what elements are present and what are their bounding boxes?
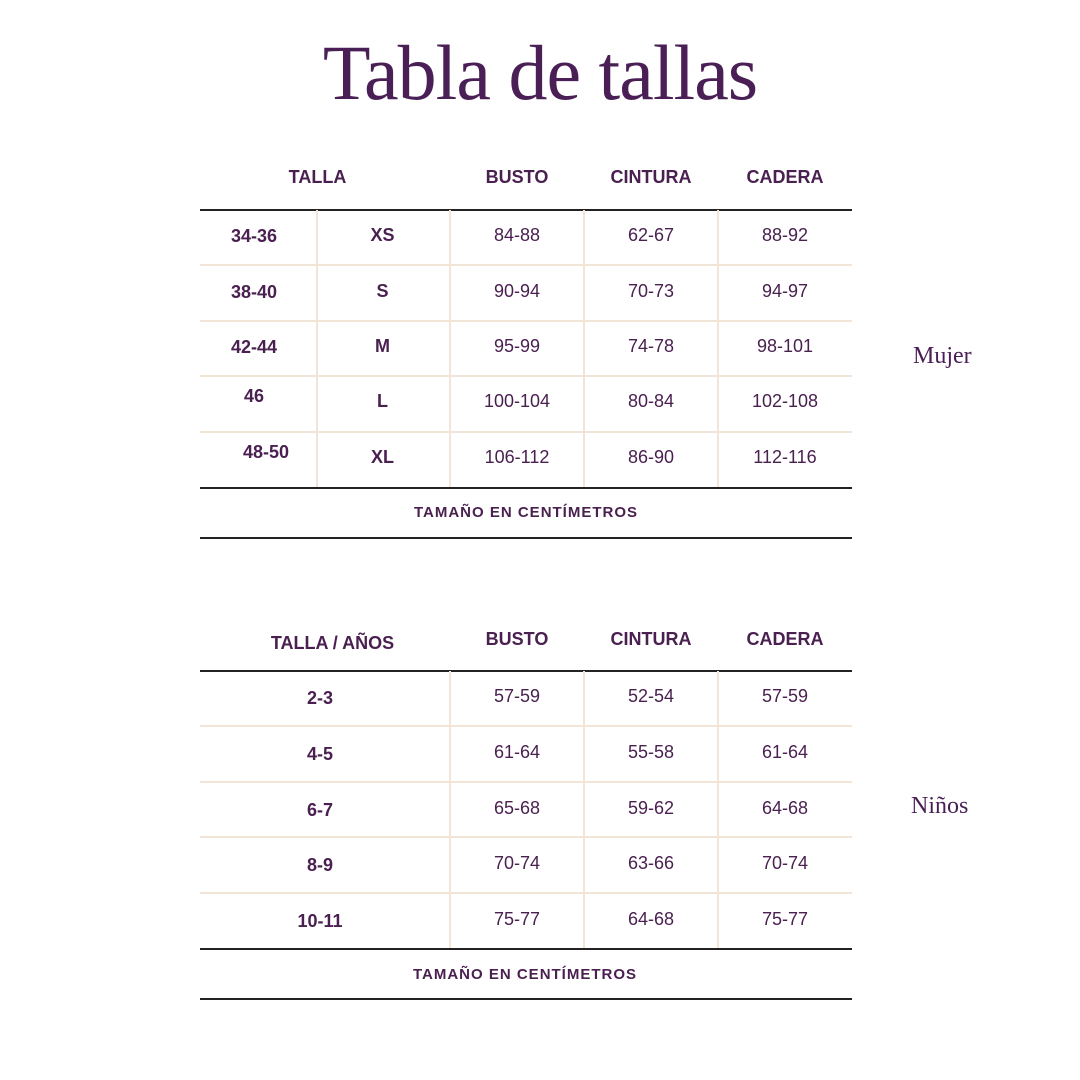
cintura-cell: 62-67 [627, 225, 675, 245]
talla-age-cell: 10-11 [297, 911, 343, 931]
cadera-cell: 88-92 [761, 225, 809, 245]
footer-rule [200, 537, 852, 539]
table-bottom-rule [200, 487, 852, 489]
busto-cell: 84-88 [493, 225, 541, 245]
section-label-mujer: Mujer [913, 343, 972, 369]
cadera-cell: 112-116 [753, 447, 817, 467]
talla-letter-cell: M [375, 336, 390, 356]
header-busto: BUSTO [485, 629, 549, 649]
table-top-rule [200, 209, 852, 211]
row-divider [200, 375, 852, 377]
busto-cell: 90-94 [493, 281, 541, 301]
header-cintura: CINTURA [610, 629, 692, 649]
cadera-cell: 61-64 [761, 742, 809, 762]
table-bottom-rule [200, 948, 852, 950]
talla-letter-cell: L [377, 391, 388, 411]
header-cintura: CINTURA [610, 167, 692, 187]
section-label-ninos: Niños [911, 793, 969, 819]
busto-cell: 95-99 [493, 336, 541, 356]
talla-eu-cell: 34-36 [230, 226, 278, 246]
busto-cell: 57-59 [493, 686, 541, 706]
row-divider [200, 892, 852, 894]
header-talla-anos: TALLA / AÑOS [270, 633, 395, 653]
cadera-cell: 57-59 [761, 686, 809, 706]
cadera-cell: 64-68 [761, 798, 809, 818]
units-footer: TAMAÑO EN CENTÍMETROS [412, 966, 638, 983]
cintura-cell: 63-66 [627, 853, 675, 873]
cintura-cell: 52-54 [627, 686, 675, 706]
cadera-cell: 94-97 [761, 281, 809, 301]
kids-size-table [200, 622, 852, 1012]
row-divider [200, 781, 852, 783]
page-title: Tabla de tallas [322, 29, 758, 116]
talla-eu-cell: 48-50 [242, 442, 290, 462]
busto-cell: 65-68 [493, 798, 541, 818]
header-cadera: CADERA [746, 167, 824, 187]
busto-cell: 75-77 [493, 909, 541, 929]
talla-letter-cell: XL [370, 447, 394, 467]
busto-cell: 100-104 [483, 391, 551, 411]
cadera-cell: 98-101 [756, 336, 814, 356]
busto-cell: 106-112 [484, 447, 550, 467]
cadera-cell: 75-77 [761, 909, 809, 929]
cintura-cell: 86-90 [627, 447, 675, 467]
talla-eu-cell: 42-44 [230, 337, 278, 357]
row-divider [200, 431, 852, 433]
row-divider [200, 725, 852, 727]
talla-eu-cell: 46 [243, 386, 265, 406]
talla-letter-cell: S [376, 281, 389, 301]
footer-rule [200, 998, 852, 1000]
talla-age-cell: 4-5 [306, 744, 333, 764]
talla-age-cell: 2-3 [306, 688, 333, 708]
row-divider [200, 836, 852, 838]
women-size-table [200, 160, 852, 550]
row-divider [200, 320, 852, 322]
header-busto: BUSTO [485, 167, 549, 187]
talla-eu-cell: 38-40 [230, 282, 278, 302]
cintura-cell: 64-68 [627, 909, 675, 929]
cintura-cell: 59-62 [627, 798, 675, 818]
busto-cell: 61-64 [493, 742, 541, 762]
cintura-cell: 55-58 [627, 742, 675, 762]
table-top-rule [200, 670, 852, 672]
row-divider [200, 264, 852, 266]
cintura-cell: 70-73 [627, 281, 675, 301]
cadera-cell: 70-74 [761, 853, 809, 873]
cintura-cell: 80-84 [627, 391, 675, 411]
header-cadera: CADERA [746, 629, 824, 649]
units-footer: TAMAÑO EN CENTÍMETROS [413, 504, 639, 521]
talla-age-cell: 6-7 [306, 800, 333, 820]
cintura-cell: 74-78 [627, 336, 675, 356]
header-talla: TALLA [288, 167, 347, 187]
talla-letter-cell: XS [370, 225, 395, 245]
busto-cell: 70-74 [493, 853, 541, 873]
talla-age-cell: 8-9 [306, 855, 333, 875]
cadera-cell: 102-108 [751, 391, 819, 411]
